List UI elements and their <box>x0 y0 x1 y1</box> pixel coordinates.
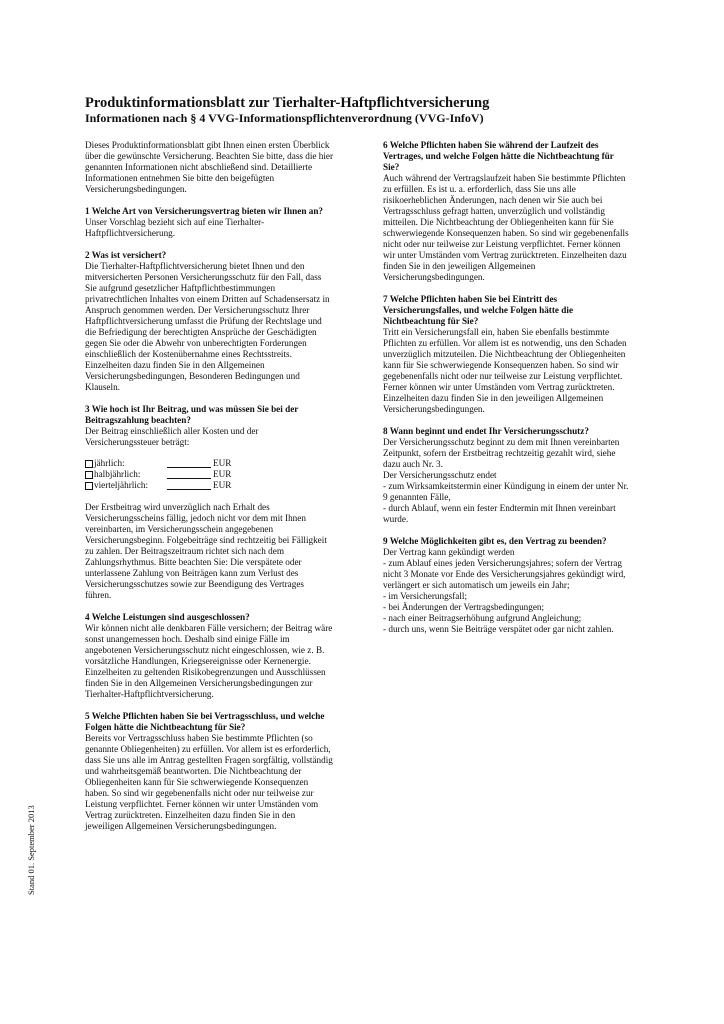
right-column <box>383 140 645 646</box>
section-2 <box>85 250 347 393</box>
section-5 <box>85 711 347 832</box>
quarterly-label: vierteljährlich: <box>94 480 149 490</box>
section-9 <box>383 536 645 635</box>
version-date-note: Stand 01. September 2013 <box>26 805 36 895</box>
quarterly-amount-blank[interactable] <box>167 481 211 490</box>
left-column <box>85 140 347 843</box>
semiannual-label: halbjährlich: <box>94 469 141 479</box>
section-1 <box>85 206 347 239</box>
section-9-heading: 9 Welche Möglichkeiten gibt es, den Vertrag zu beenden? <box>383 536 607 546</box>
document-subtitle: Informationen nach § 4 VVG-Informationspflichtenverordnung (VVG-InfoV) <box>85 111 484 125</box>
section-7-body: Tritt ein Versicherungsfall ein, haben Sie ebenfalls bestimmte Pflichten zu erfüllen. Vor allem ist es notwendig, uns den Schaden unverzüglich mitzuteilen. Die Nichtbeachtung der Obliegenheiten kann für Sie schwerwiegende Konsequenzen haben. So sind wir gegebenenfalls nicht oder nur teilweise zur Leistung verpflichtet. Ferner können wir unter Umständen vom Vertrag zurücktreten. Einzelheiten dazu finden Sie in den jeweiligen Allgemeinen Versicherungsbedingungen. <box>383 327 627 414</box>
semiannual-checkbox[interactable] <box>85 471 93 479</box>
semiannual-amount-blank[interactable] <box>167 470 211 479</box>
section-6 <box>383 140 645 283</box>
payment-row-annual <box>85 458 347 469</box>
section-1-body: Unser Vorschlag bezieht sich auf eine Tierhalter- Haftpflichtversicherung. <box>85 217 265 238</box>
annual-label: jährlich: <box>94 458 125 468</box>
annual-currency: EUR <box>213 458 232 468</box>
section-1-heading: 1 Welche Art von Versicherungsvertrag bieten wir Ihnen an? <box>85 206 324 216</box>
section-2-heading: 2 Was ist versichert? <box>85 250 167 260</box>
section-3-body-2: Der Erstbeitrag wird unverzüglich nach Erhalt des Versicherungsscheins fällig, jedoch nicht vor dem mit Ihnen vereinbarten, im Versicherungsschein angegebenen Versicherungsbeginn. Folgebeiträge sind rechtzeitig bei Fälligkeit zu zahlen. Der Beitragszeitraum richtet sich nach dem Zahlungsrhythmus. Bitte beachten Sie: Die verspätete oder unterlassene Zahlung von Beiträgen kann zum Verlust des Versicherungsschutzes sowie zur Beendigung des Vertrages führen. <box>85 502 327 600</box>
section-3-body: Der Beitrag einschließlich aller Kosten und der Versicherungssteuer beträgt: <box>85 426 259 447</box>
section-8-heading: 8 Wann beginnt und endet Ihr Versicherungsschutz? <box>383 426 589 436</box>
payment-row-semiannual <box>85 469 347 480</box>
section-4-heading: 4 Welche Leistungen sind ausgeschlossen? <box>85 612 250 622</box>
section-7 <box>383 294 645 415</box>
section-3 <box>85 404 347 601</box>
quarterly-currency: EUR <box>213 480 232 490</box>
section-3-heading: 3 Wie hoch ist Ihr Beitrag, und was müssen Sie bei der Beitragszahlung beachten? <box>85 404 299 425</box>
section-6-body: Auch während der Vertragslaufzeit haben Sie bestimmte Pflichten zu erfüllen. Es ist u. a. erforderlich, dass Sie uns alle risikoerheblichen Änderungen, nach denen wir Sie auch bei Vertragsschluss gefragt hatten, unverzüglich und vollständig mitteilen. Die Nichtbeachtung der Obliegenheiten kann für Sie schwerwiegende Konsequenzen haben. So sind wir gegebenenfalls nicht oder nur teilweise zur Leistung verpflichtet. Ferner können wir unter Umständen vom Vertrag zurücktreten. Einzelheiten dazu finden Sie in den jeweiligen Allgemeinen Versicherungsbedingungen. <box>383 173 629 282</box>
section-7-heading: 7 Welche Pflichten haben Sie bei Eintritt des Versicherungsfalles, und welche Folgen hätte die Nichtbeachtung für Sie? <box>383 294 574 326</box>
semiannual-currency: EUR <box>213 469 232 479</box>
section-4-body: Wir können nicht alle denkbaren Fälle versichern; der Beitrag wäre sonst unangemessen hoch. Deshalb sind einige Fälle im angebotenen Versicherungsschutz nicht eingeschlossen, wie z. B. vorsätzliche Handlungen, Kriegsereignisse oder Kernenergie. Einzelheiten zu geltenden Risikobegrenzungen und Ausschlüssen finden Sie in den Allgemeinen Versicherungsbedingungen zur Tierhalter-Haftpflichtversicherung. <box>85 623 333 699</box>
section-8 <box>383 426 645 525</box>
quarterly-checkbox[interactable] <box>85 482 93 490</box>
payment-options <box>85 458 347 491</box>
section-5-heading: 5 Welche Pflichten haben Sie bei Vertragsschluss, und welche Folgen hätte die Nichtbeachtung für Sie? <box>85 711 325 732</box>
section-4 <box>85 612 347 700</box>
section-5-body: Bereits vor Vertragsschluss haben Sie bestimmte Pflichten (so genannte Obliegenheiten) zu erfüllen. Vor allem ist es erforderlich, dass Sie uns alle im Antrag gestellten Fragen sorgfältig, vollständig und wahrheitsgemäß beantworten. Die Nichtbeachtung der Obliegenheiten kann für Sie schwerwiegende Konsequenzen haben. So sind wir gegebenenfalls nicht oder nur teilweise zur Leistung verpflichtet. Ferner können wir unter Umständen vom Vertrag zurücktreten. Einzelheiten dazu finden Sie in den jeweiligen Allgemeinen Versicherungsbedingungen. <box>85 733 333 831</box>
section-2-body: Die Tierhalter-Haftpflichtversicherung bietet Ihnen und den mitversicherten Personen Versicherungsschutz für den Fall, dass Sie aufgrund gesetzlicher Haftpflichtbestimmungen privatrechtlichen Inhaltes von einem Dritten auf Schadensersatz in Anspruch genommen werden. Der Versicherungsschutz Ihrer Haftpflichtversicherung umfasst die Prüfung der Rechtslage und die Befriedigung der berechtigten Ansprüche der Geschädigten gegen Sie oder die Abwehr von unberechtigten Forderungen einschließlich der Kostenübernahme eines Rechtsstreits. Einzelheiten dazu finden Sie in den Allgemeinen Versicherungsbedingungen, Besonderen Bedingungen und Klauseln. <box>85 261 330 392</box>
section-9-body: Der Vertrag kann gekündigt werden - zum Ablauf eines jeden Versicherungsjahres; sofern der Vertrag nicht 3 Monate vor Ende des Versicherungsjahres gekündigt wird, verlängert er sich automatisch um jeweils ein Jahr; - im Versicherungsfall; - bei Änderungen der Vertragsbedingungen; - nach einer Beitragserhöhung aufgrund Angleichung; - durch uns, wenn Sie Beiträge verspätet oder gar nicht zahlen. <box>383 547 626 634</box>
document-title: Produktinformationsblatt zur Tierhalter-Haftpflichtversicherung <box>85 95 490 111</box>
section-6-heading: 6 Welche Pflichten haben Sie während der Laufzeit des Vertrages, und welche Folgen hätte die Nichtbeachtung für Sie? <box>383 140 614 172</box>
annual-checkbox[interactable] <box>85 460 93 468</box>
section-8-body: Der Versicherungsschutz beginnt zu dem mit Ihnen vereinbarten Zeitpunkt, sofern der Erstbeitrag rechtzeitig gezahlt wird, siehe dazu auch Nr. 3. Der Versicherungsschutz endet - zum Wirksamkeitstermin einer Kündigung in einem der unter Nr. 9 genannten Fälle, - durch Ablauf, wenn ein fester Endtermin mit Ihnen vereinbart wurde. <box>383 437 629 524</box>
payment-row-quarterly <box>85 480 347 491</box>
intro-text: Dieses Produktinformationsblatt gibt Ihnen einen ersten Überblick über die gewünschte Versicherung. Beachten Sie bitte, dass die hier genannten Informationen nicht abschließend sind. Detaillierte Informationen entnehmen Sie bitte den beigefügten Versicherungsbedingungen. <box>85 140 334 194</box>
annual-amount-blank[interactable] <box>167 459 211 468</box>
